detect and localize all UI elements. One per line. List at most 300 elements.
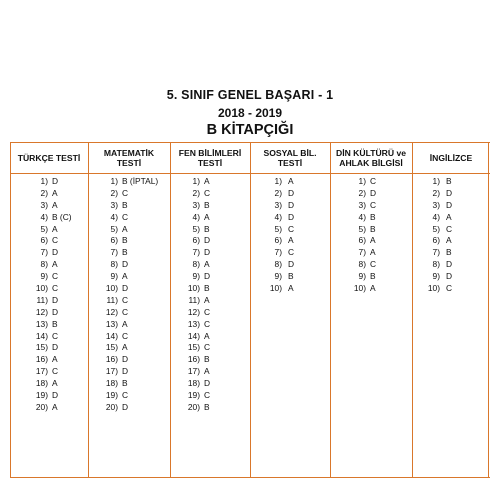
question-number: 8) (110, 259, 118, 270)
answer-choice: A (204, 366, 210, 377)
answer-row (10, 235, 88, 247)
answer-choice: D (446, 259, 453, 270)
answer-choice: A (204, 294, 210, 305)
column-divider (250, 143, 251, 477)
answer-row (170, 247, 250, 259)
column-divider (412, 143, 413, 477)
question-number: 6) (192, 235, 200, 246)
answer-list (250, 176, 330, 295)
answer-row (88, 259, 170, 271)
question-number: 16) (105, 354, 118, 365)
answer-choice: D (288, 211, 295, 222)
question-number: 20) (187, 401, 200, 412)
question-number: 11) (106, 294, 118, 305)
answer-row (170, 331, 250, 343)
question-number: 10) (35, 283, 48, 294)
answer-row (170, 259, 250, 271)
answer-row (88, 200, 170, 212)
answer-choice: C (204, 306, 211, 317)
answer-row (330, 200, 412, 212)
answer-row (412, 247, 490, 259)
question-number: 12) (105, 306, 118, 317)
question-number: 10) (269, 283, 282, 294)
question-number: 8) (358, 259, 366, 270)
question-number: 18) (35, 378, 48, 389)
question-number: 17) (187, 366, 200, 377)
question-number: 18) (105, 378, 118, 389)
question-number: 20) (105, 401, 118, 412)
answer-choice: B (204, 223, 210, 234)
answer-choice: A (370, 283, 376, 294)
answer-choice: C (122, 294, 129, 305)
answer-choice: A (52, 401, 58, 412)
answer-choice: C (370, 259, 377, 270)
question-number: 4) (110, 211, 118, 222)
answer-row (330, 259, 412, 271)
heading-divider (250, 173, 330, 174)
answer-list (88, 176, 170, 414)
answer-choice: A (446, 211, 452, 222)
answer-choice: C (204, 342, 211, 353)
column-divider (170, 143, 171, 477)
question-number: 14) (35, 330, 48, 341)
answer-choice: B (122, 247, 128, 258)
answer-row (88, 390, 170, 402)
column-heading: İNGİLİZCE (429, 153, 473, 163)
answer-row (10, 319, 88, 331)
answer-choice: A (52, 187, 58, 198)
answer-row (170, 342, 250, 354)
answer-choice: A (122, 271, 128, 282)
answer-row (250, 188, 330, 200)
question-number: 4) (274, 211, 282, 222)
question-number: 5) (358, 223, 366, 234)
answer-list (330, 176, 412, 295)
answer-row (330, 235, 412, 247)
question-number: 9) (40, 271, 48, 282)
question-number: 6) (40, 235, 48, 246)
question-number: 4) (192, 211, 200, 222)
question-number: 4) (358, 211, 366, 222)
answer-row (10, 378, 88, 390)
question-number: 18) (187, 378, 200, 389)
question-number: 3) (40, 199, 48, 210)
answer-choice: D (52, 294, 59, 305)
answer-row (10, 390, 88, 402)
question-number: 9) (432, 271, 440, 282)
question-number: 6) (110, 235, 118, 246)
answer-row (88, 224, 170, 236)
answer-row (330, 212, 412, 224)
answer-row (170, 235, 250, 247)
column-heading: MATEMATİK TESTİ (103, 148, 155, 168)
answer-row (10, 402, 88, 414)
answer-row (88, 366, 170, 378)
answer-choice: A (204, 176, 210, 186)
answer-row (250, 283, 330, 295)
column-fen (170, 143, 250, 477)
answer-choice: B (370, 211, 376, 222)
question-number: 9) (274, 271, 282, 282)
answer-row (170, 283, 250, 295)
answer-row (330, 176, 412, 188)
answer-row (170, 307, 250, 319)
answer-choice: D (52, 176, 59, 186)
answer-row (88, 319, 170, 331)
heading-divider (412, 173, 490, 174)
answer-row (88, 271, 170, 283)
answer-choice: A (288, 176, 294, 186)
answer-choice: A (288, 235, 294, 246)
question-number: 3) (274, 199, 282, 210)
answer-row (412, 224, 490, 236)
answer-row (250, 176, 330, 188)
answer-choice: D (122, 366, 129, 377)
answer-row (88, 188, 170, 200)
column-matematik (88, 143, 170, 477)
question-number: 5) (192, 223, 200, 234)
question-number: 20) (35, 401, 48, 412)
answer-choice: C (52, 330, 59, 341)
question-number: 7) (274, 247, 282, 258)
heading-divider (170, 173, 250, 174)
table-edge-right (488, 143, 489, 477)
column-ingilizce (412, 143, 490, 477)
answer-row (412, 188, 490, 200)
answer-choice: C (446, 223, 453, 234)
question-number: 8) (432, 259, 440, 270)
answer-choice: B (C) (52, 211, 72, 222)
question-number: 2) (432, 187, 440, 198)
answer-choice: C (204, 187, 211, 198)
question-number: 9) (110, 271, 118, 282)
answer-row (250, 224, 330, 236)
answer-choice: B (446, 176, 452, 186)
heading-divider (88, 173, 170, 174)
answer-row (412, 212, 490, 224)
answer-choice: D (122, 354, 129, 365)
answer-row (10, 224, 88, 236)
answer-choice: A (204, 330, 210, 341)
answer-row (330, 224, 412, 236)
question-number: 6) (358, 235, 366, 246)
answer-choice: D (446, 187, 453, 198)
answer-choice: D (288, 259, 295, 270)
answer-choice: A (122, 223, 128, 234)
question-number: 1) (432, 176, 440, 186)
answer-choice: C (204, 390, 211, 401)
answer-row (10, 188, 88, 200)
school-year: 2018 - 2019 (217, 106, 283, 120)
answer-choice: D (52, 390, 59, 401)
answer-choice: C (288, 247, 295, 258)
question-number: 4) (432, 211, 440, 222)
answer-choice: D (204, 235, 211, 246)
question-number: 8) (40, 259, 48, 270)
question-number: 8) (274, 259, 282, 270)
answer-choice: D (446, 199, 453, 210)
question-number: 10) (105, 283, 118, 294)
answer-choice: B (İPTAL) (122, 176, 159, 186)
answer-row (330, 283, 412, 295)
question-number: 15) (105, 342, 118, 353)
question-number: 13) (187, 318, 200, 329)
answer-row (170, 354, 250, 366)
booklet-label: B KİTAPÇIĞI (206, 122, 294, 138)
answer-choice: C (52, 271, 59, 282)
answer-choice: D (446, 271, 453, 282)
answer-choice: A (122, 318, 128, 329)
question-number: 3) (432, 199, 440, 210)
question-number: 12) (35, 306, 48, 317)
answer-choice: B (122, 378, 128, 389)
answer-row (88, 295, 170, 307)
answer-row (170, 188, 250, 200)
answer-row (250, 247, 330, 259)
answer-row (170, 176, 250, 188)
answer-row (88, 247, 170, 259)
heading-divider (330, 173, 412, 174)
answer-row (10, 200, 88, 212)
answer-row (250, 212, 330, 224)
answer-choice: B (204, 401, 210, 412)
answer-choice: B (204, 354, 210, 365)
question-number: 17) (105, 366, 118, 377)
question-number: 19) (105, 390, 118, 401)
answer-choice: D (122, 259, 129, 270)
question-number: 2) (110, 187, 118, 198)
answer-row (10, 295, 88, 307)
answer-choice: D (288, 199, 295, 210)
answer-row (88, 378, 170, 390)
answer-row (10, 342, 88, 354)
answer-row (412, 271, 490, 283)
answer-choice: D (204, 378, 211, 389)
answer-choice: C (52, 283, 59, 294)
answer-choice: C (52, 366, 59, 377)
question-number: 14) (187, 330, 200, 341)
answer-choice: B (204, 283, 210, 294)
question-number: 2) (358, 187, 366, 198)
answer-row (88, 402, 170, 414)
answer-choice: D (122, 401, 129, 412)
question-number: 11) (36, 294, 48, 305)
question-number: 17) (35, 366, 48, 377)
answer-choice: C (204, 318, 211, 329)
question-number: 5) (274, 223, 282, 234)
answer-row (10, 307, 88, 319)
answer-row (88, 342, 170, 354)
column-sosyal (250, 143, 330, 477)
answer-choice: B (370, 271, 376, 282)
answer-choice: B (370, 223, 376, 234)
answer-row (170, 224, 250, 236)
answer-row (10, 271, 88, 283)
answer-row (330, 247, 412, 259)
answer-list (412, 176, 490, 295)
answer-row (10, 354, 88, 366)
question-number: 16) (187, 354, 200, 365)
answer-choice: A (52, 199, 58, 210)
answer-row (88, 176, 170, 188)
question-number: 10) (427, 283, 440, 294)
answer-row (250, 235, 330, 247)
answer-row (170, 366, 250, 378)
column-heading: DİN KÜLTÜRÜ ve AHLAK BİLGİSİ (335, 148, 407, 168)
question-number: 7) (110, 247, 118, 258)
answer-list (10, 176, 88, 414)
answer-choice: A (52, 259, 58, 270)
question-number: 1) (274, 176, 282, 186)
answer-row (170, 271, 250, 283)
answer-row (330, 271, 412, 283)
answer-choice: C (370, 199, 377, 210)
answer-row (170, 390, 250, 402)
column-turkce (10, 143, 88, 477)
answer-row (10, 247, 88, 259)
question-number: 8) (192, 259, 200, 270)
question-number: 6) (432, 235, 440, 246)
answer-choice: C (288, 223, 295, 234)
question-number: 6) (274, 235, 282, 246)
answer-row (412, 176, 490, 188)
answer-choice: A (370, 247, 376, 258)
answer-row (170, 319, 250, 331)
question-number: 12) (187, 306, 200, 317)
question-number: 1) (192, 176, 200, 186)
answer-key-table (10, 142, 490, 478)
answer-choice: A (370, 235, 376, 246)
answer-row (10, 176, 88, 188)
question-number: 2) (192, 187, 200, 198)
answer-choice: C (122, 390, 129, 401)
question-number: 1) (40, 176, 48, 186)
heading-divider (10, 173, 88, 174)
answer-row (170, 295, 250, 307)
table-edge-left (10, 143, 11, 477)
question-number: 5) (432, 223, 440, 234)
answer-choice: D (52, 306, 59, 317)
answer-list (170, 176, 250, 414)
question-number: 9) (192, 271, 200, 282)
answer-choice: A (446, 235, 452, 246)
question-number: 3) (110, 199, 118, 210)
question-number: 15) (35, 342, 48, 353)
question-number: 14) (105, 330, 118, 341)
column-heading: FEN BİLİMLERİ TESTİ (178, 148, 242, 168)
answer-row (250, 259, 330, 271)
question-number: 3) (358, 199, 366, 210)
answer-choice: C (52, 235, 59, 246)
answer-row (330, 188, 412, 200)
question-number: 2) (274, 187, 282, 198)
answer-row (412, 200, 490, 212)
column-divider (88, 143, 89, 477)
answer-choice: B (52, 318, 58, 329)
question-number: 10) (353, 283, 366, 294)
column-heading: TÜRKÇE TESTİ (17, 153, 81, 163)
question-number: 11) (188, 294, 200, 305)
answer-row (412, 259, 490, 271)
question-number: 3) (192, 199, 200, 210)
answer-row (88, 235, 170, 247)
column-divider (330, 143, 331, 477)
answer-choice: D (204, 247, 211, 258)
answer-row (170, 200, 250, 212)
answer-choice: D (370, 187, 377, 198)
question-number: 19) (35, 390, 48, 401)
question-number: 5) (110, 223, 118, 234)
question-number: 2) (40, 187, 48, 198)
answer-choice: C (122, 330, 129, 341)
question-number: 7) (40, 247, 48, 258)
answer-row (88, 212, 170, 224)
answer-row (88, 307, 170, 319)
answer-row (250, 271, 330, 283)
answer-choice: A (52, 223, 58, 234)
answer-choice: D (204, 271, 211, 282)
question-number: 10) (187, 283, 200, 294)
question-number: 7) (192, 247, 200, 258)
answer-choice: C (122, 306, 129, 317)
question-number: 9) (358, 271, 366, 282)
answer-row (10, 283, 88, 295)
answer-choice: A (122, 342, 128, 353)
column-din (330, 143, 412, 477)
answer-choice: D (52, 342, 59, 353)
answer-row (170, 212, 250, 224)
question-number: 1) (110, 176, 118, 186)
answer-choice: B (288, 271, 294, 282)
answer-choice: A (52, 354, 58, 365)
question-number: 5) (40, 223, 48, 234)
answer-choice: D (122, 283, 129, 294)
question-number: 19) (187, 390, 200, 401)
answer-choice: C (122, 187, 129, 198)
answer-choice: D (52, 247, 59, 258)
answer-choice: C (370, 176, 377, 186)
answer-row (10, 259, 88, 271)
answer-choice: C (122, 211, 129, 222)
question-number: 16) (35, 354, 48, 365)
answer-choice: A (204, 259, 210, 270)
answer-row (10, 366, 88, 378)
question-number: 13) (105, 318, 118, 329)
answer-row (250, 200, 330, 212)
answer-row (412, 235, 490, 247)
answer-choice: C (446, 283, 453, 294)
question-number: 7) (358, 247, 366, 258)
answer-row (88, 283, 170, 295)
answer-row (170, 378, 250, 390)
question-number: 7) (432, 247, 440, 258)
answer-choice: B (204, 199, 210, 210)
answer-choice: D (288, 187, 295, 198)
answer-row (10, 331, 88, 343)
question-number: 13) (35, 318, 48, 329)
column-heading: SOSYAL BİL. TESTİ (263, 148, 317, 168)
answer-choice: B (122, 235, 128, 246)
answer-row (170, 402, 250, 414)
question-number: 1) (358, 176, 366, 186)
answer-row (10, 212, 88, 224)
answer-row (88, 331, 170, 343)
answer-choice: A (52, 378, 58, 389)
page-title: 5. SINIF GENEL BAŞARI - 1 (166, 88, 334, 102)
answer-choice: B (446, 247, 452, 258)
question-number: 15) (187, 342, 200, 353)
answer-row (412, 283, 490, 295)
